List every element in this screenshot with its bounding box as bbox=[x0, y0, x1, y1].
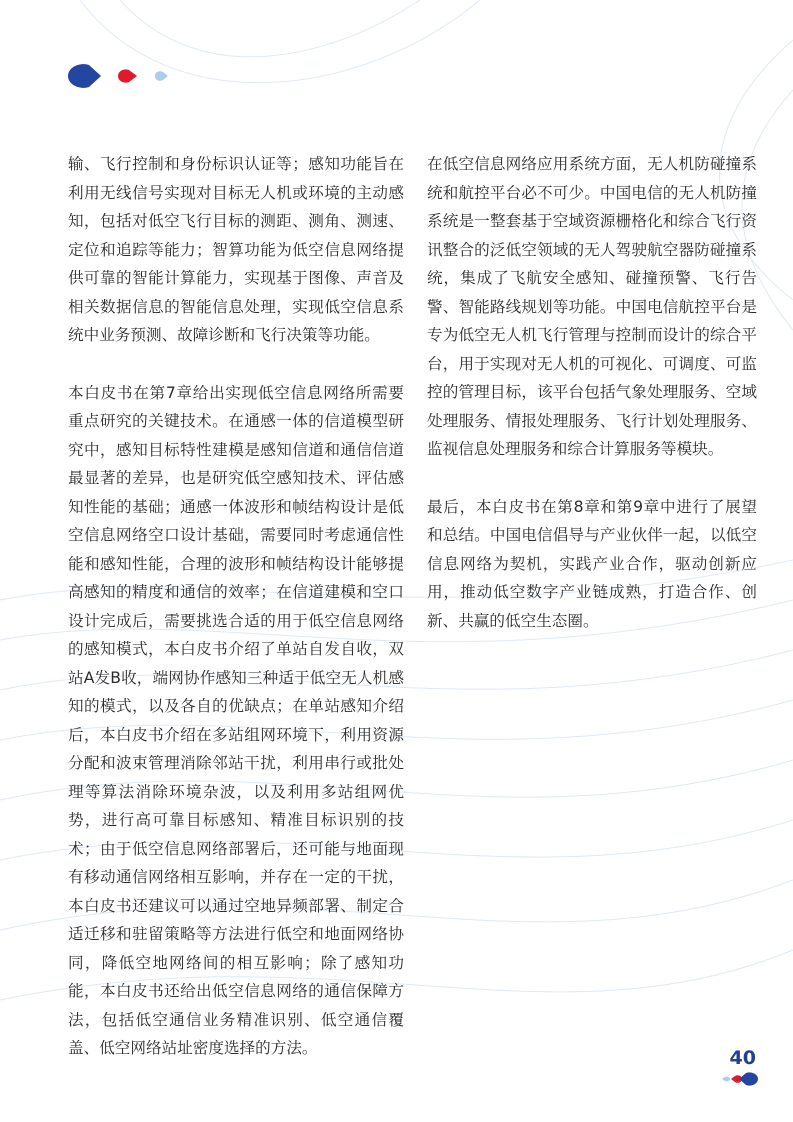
right-text-column bbox=[427, 150, 757, 664]
light-blue-drop-icon bbox=[155, 71, 168, 81]
footer-light-blue-drop-icon bbox=[722, 1077, 730, 1082]
page-number: 40 bbox=[729, 1047, 756, 1069]
red-drop-icon bbox=[118, 69, 137, 82]
right-paragraph-1: 在低空信息网络应用系统方面，无人机防碰撞系统和航控平台必不可少。中国电信的无人机防撞系统是一整套基于空域资源栅格化和综合飞行资讯整合的泛低空领域的无人驾驶航空器防碰撞系统，集成了飞航安全感知、碰撞预警、飞行告警、智能路线规划等功能。中国电信航控平台是专为低空无人机飞行管理与控制而设计的综合平台，用于实现对无人机的可视化、可调度、可监控的管理目标，该平台包括气象处理服务、空域处理服务、情报处理服务、飞行计划处理服务、监视信息处理服务和综合计算服务等模块。 bbox=[427, 155, 757, 458]
right-paragraph-2: 最后，本白皮书在第8章和第9章中进行了展望和总结。中国电信倡导与产业伙伴一起，以低空信息网络为契机，实践产业合作，驱动创新应用，推动低空数字产业链成熟，打造合作、创新、共赢的低空生态圈。 bbox=[427, 497, 757, 630]
footer-brand-drops bbox=[718, 1071, 760, 1087]
header-brand-drops bbox=[66, 62, 186, 92]
large-blue-drop-icon bbox=[68, 64, 101, 88]
left-paragraph-2: 本白皮书在第7章给出实现低空信息网络所需要重点研究的关键技术。在通感一体的信道模型研究中，感知目标特性建模是感知信道和通信信道最显著的差异，也是研究低空感知技术、评估感知性能的基础；通感一体波形和帧结构设计是低空信息网络空口设计基础，需要同时考虑通信性能和感知性能，合理的波形和帧结构设计能够提高感知的精度和通信的效率；在信道建模和空口设计完成后，需要挑选合适的用于低空信息网络的感知模式，本白皮书介绍了单站自发自收，双站A发B收，端网协作感知三种适于低空无人机感知的模式，以及各自的优缺点；在单站感知介绍后，本白皮书介绍在多站组网环境下，利用资源分配和波束管理消除邻站干扰，利用串行或批处理等算法消除环境杂波，以及利用多站组网优势，进行高可靠目标感知、精准目标识别的技术；由于低空信息网络部署后，还可能与地面现有移动通信网络相互影响，并存在一定的干扰，本白皮书还建议可以通过空地异频部署、制定合适迁移和驻留策略等方法进行低空和地面网络协同，降低空地网络间的相互影响；除了感知功能，本白皮书还给出低空信息网络的通信保障方法，包括低空通信业务精准识别、低空通信覆盖、低空网络站址密度选择的方法。 bbox=[68, 383, 404, 1057]
left-paragraph-1: 输、飞行控制和身份标识认证等；感知功能旨在利用无线信号实现对目标无人机或环境的主动感知，包括对低空飞行目标的测距、测角、测速、定位和追踪等能力；智算功能为低空信息网络提供可靠的智能计算能力，实现基于图像、声音及相关数据信息的智能信息处理，实现低空信息系统中业务预测、故障诊断和飞行决策等功能。 bbox=[68, 155, 404, 344]
footer-large-blue-drop-icon bbox=[739, 1072, 758, 1085]
left-text-column bbox=[68, 150, 404, 1092]
